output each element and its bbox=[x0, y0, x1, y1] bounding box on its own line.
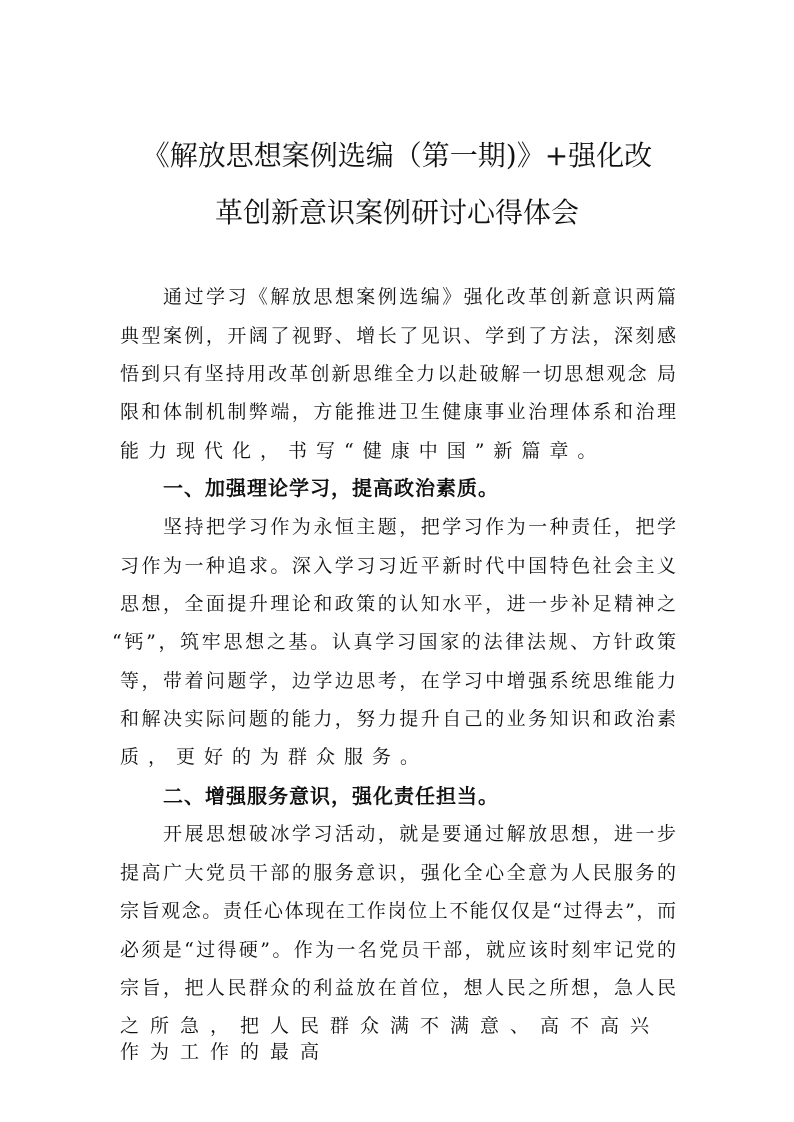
text-line: 坚持把学习作为永恒主题，把学习作为一种责任，把学 bbox=[163, 516, 676, 538]
document-title-line-1: 《解放思想案例选编（第一期)》+强化改 bbox=[141, 139, 653, 172]
text-line: 通过学习《解放思想案例选编》强化改革创新意识两篇 bbox=[163, 286, 676, 308]
text-line: 开展思想破冰学习活动，就是要通过解放思想，进一步 bbox=[163, 823, 676, 845]
text-line: 限和体制机制弊端，方能推进卫生健康事业治理体系和治理 bbox=[120, 401, 676, 423]
section-heading-1: 一、加强理论学习，提高政治素质。 bbox=[163, 476, 499, 500]
text-line: 宗旨，把人民群众的利益放在首位，想人民之所想，急人民 bbox=[120, 977, 676, 999]
text-line: 和解决实际问题的能力，努力提升自己的业务知识和政治素 bbox=[120, 708, 676, 730]
text-line: 之所急，把人民群众满不满意、高不高兴作为工作的最高 bbox=[120, 1015, 661, 1063]
text-line: 悟到只有坚持用改革创新思维全力以赴破解一切思想观念 局 bbox=[120, 363, 676, 385]
section-heading-2: 二、增强服务意识，强化责任担当。 bbox=[163, 784, 499, 808]
text-line: 能力现代化，书写“健康中国”新篇章。 bbox=[120, 440, 606, 462]
text-line: 质，更好的为群众服务。 bbox=[120, 746, 429, 768]
text-line: 等，带着问题学，边学边思考，在学习中增强系统思维能力 bbox=[120, 670, 676, 692]
text-line: 宗旨观念。责任心体现在工作岗位上不能仅仅是“过得去”，而 bbox=[120, 900, 676, 922]
text-line: 习作为一种追求。深入学习习近平新时代中国特色社会主义 bbox=[120, 555, 676, 577]
text-line: 必须是“过得硬”。作为一名党员干部，就应该时刻牢记党的 bbox=[120, 939, 676, 961]
document-title-line-2: 革创新意识案例研讨心得体会 bbox=[214, 196, 579, 229]
text-line: 典型案例，开阔了视野、增长了见识、学到了方法，深刻感 bbox=[120, 325, 676, 347]
text-line: 思想，全面提升理论和政策的认知水平，进一步补足精神之 bbox=[120, 593, 676, 615]
text-line: 提高广大党员干部的服务意识，强化全心全意为人民服务的 bbox=[120, 862, 676, 884]
text-line: “钙”，筑牢思想之基。认真学习国家的法律法规、方针政策 bbox=[112, 631, 676, 653]
